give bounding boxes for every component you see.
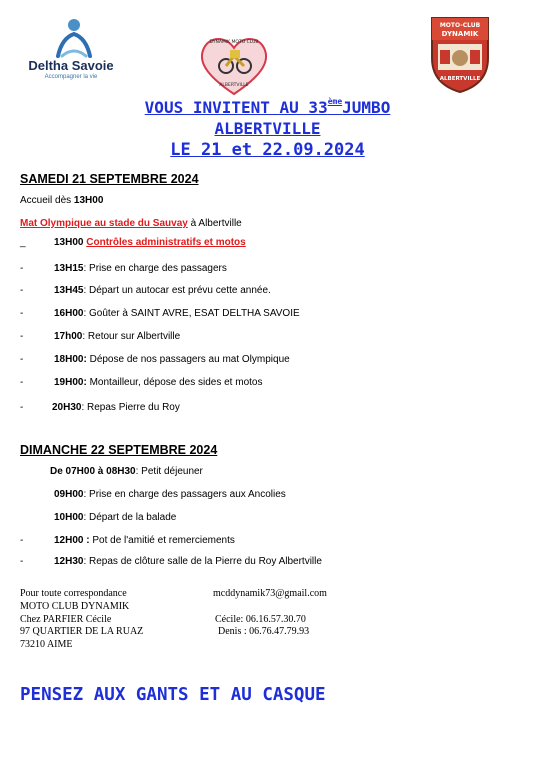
schedule-dash: - <box>20 377 24 388</box>
contact-line: 97 QUARTIER DE LA RUAZ <box>20 626 144 637</box>
schedule-dash: - <box>20 556 24 567</box>
item-time: 13H15 <box>54 263 84 274</box>
sunday-item <box>54 535 235 546</box>
item-text: Contrôles administratifs et motos <box>86 237 246 248</box>
svg-text:DYNAMIK MOTO CLUB: DYNAMIK MOTO CLUB <box>209 40 259 45</box>
saturday-item <box>52 402 180 413</box>
saturday-item <box>54 308 300 319</box>
item-text: : Départ de la balade <box>83 512 177 523</box>
moto-club-dynamik-crest <box>426 14 494 94</box>
deltha-figure-icon <box>52 16 96 60</box>
item-text: : Petit déjeuner <box>135 466 203 477</box>
item-text: Montailleur, dépose des sides et motos <box>86 377 263 388</box>
saturday-item <box>54 377 262 388</box>
deltha-savoie-logo <box>20 16 122 88</box>
item-text: : Goûter à SAINT AVRE, ESAT DELTHA SAVOIE <box>83 308 300 319</box>
contact-line: MOTO CLUB DYNAMIK <box>20 601 130 612</box>
deltha-brand: Deltha Savoie <box>28 58 114 73</box>
schedule-dash: - <box>20 285 24 296</box>
item-time: 18H00: <box>54 354 87 365</box>
sunday-item <box>54 556 322 567</box>
sunday-heading: DIMANCHE 22 SEPTEMBRE 2024 <box>20 443 218 457</box>
saturday-item <box>54 285 271 296</box>
item-text: Dépose de nos passagers au mat Olympique <box>86 354 290 365</box>
welcome-line: Accueil dès 13H00 <box>20 195 104 206</box>
saturday-item <box>54 263 227 274</box>
item-text: : Prise en charge des passagers aux Ancolies <box>83 489 286 500</box>
schedule-dash: _ <box>20 237 26 248</box>
sunday-item <box>54 489 286 500</box>
footer-reminder: PENSEZ AUX GANTS ET AU CASQUE <box>20 685 326 705</box>
schedule-dash: - <box>20 402 24 413</box>
schedule-dash: - <box>20 535 24 546</box>
item-time: 16H00 <box>54 308 84 319</box>
item-text: : Repas de clôture salle de la Pierre du Roy Albertville <box>83 556 322 567</box>
item-time: 17h00 <box>54 331 83 342</box>
contact-line: Chez PARFIER Cécile <box>20 614 112 625</box>
svg-text:MOTO-CLUB: MOTO-CLUB <box>439 22 481 29</box>
item-time: De 07H00 à 08H30 <box>50 466 136 477</box>
svg-text:ALBERTVILLE: ALBERTVILLE <box>439 76 481 82</box>
title-line-2: ALBERTVILLE <box>214 119 321 138</box>
item-time: 13H45 <box>54 285 84 296</box>
item-text: Pot de l'amitié et remerciements <box>89 535 235 546</box>
schedule-dash: - <box>20 308 24 319</box>
venue-line: Mat Olympique au stade du Sauvay à Albertville <box>20 218 242 229</box>
item-text: : Prise en charge des passagers <box>83 263 227 274</box>
schedule-dash: - <box>20 263 24 274</box>
title-line-3: LE 21 et 22.09.2024 <box>170 140 365 160</box>
item-time: 12H00 : <box>54 535 90 546</box>
svg-text:ALBERTVILLE: ALBERTVILLE <box>219 83 249 88</box>
item-text: : Départ un autocar est prévu cette année. <box>83 285 271 296</box>
item-time: 19H00: <box>54 377 87 388</box>
contact-line: Pour toute correspondance <box>20 588 127 599</box>
contact-phone-denis: Denis : 06.76.47.79.93 <box>218 626 310 637</box>
saturday-heading: SAMEDI 21 SEPTEMBRE 2024 <box>20 172 199 186</box>
contact-phone-cecile: Cécile: 06.16.57.30.70 <box>215 614 306 625</box>
item-time: 10H00 <box>54 512 84 523</box>
schedule-dash: - <box>20 354 24 365</box>
contact-email: mcddynamik73@gmail.com <box>213 588 327 599</box>
item-time: 09H00 <box>54 489 84 500</box>
saturday-item <box>54 331 180 342</box>
svg-text:DYNAMIK: DYNAMIK <box>441 30 479 38</box>
sunday-item <box>50 466 203 477</box>
saturday-item <box>54 354 290 365</box>
item-time: 12H30 <box>54 556 84 567</box>
schedule-dash: - <box>20 331 24 342</box>
contact-line: 73210 AIME <box>20 639 73 650</box>
moto-club-heart-logo <box>196 32 272 98</box>
sunday-item <box>54 512 176 523</box>
title-line-1: VOUS INVITENT AU 33èmeJUMBO <box>144 97 391 117</box>
item-text: : Retour sur Albertville <box>82 331 181 342</box>
item-text: : Repas Pierre du Roy <box>81 402 180 413</box>
item-time: 13H00 <box>54 237 87 248</box>
item-time: 20H30 <box>52 402 82 413</box>
saturday-item <box>54 237 246 248</box>
deltha-tagline: Accompagner la vie <box>44 74 98 80</box>
